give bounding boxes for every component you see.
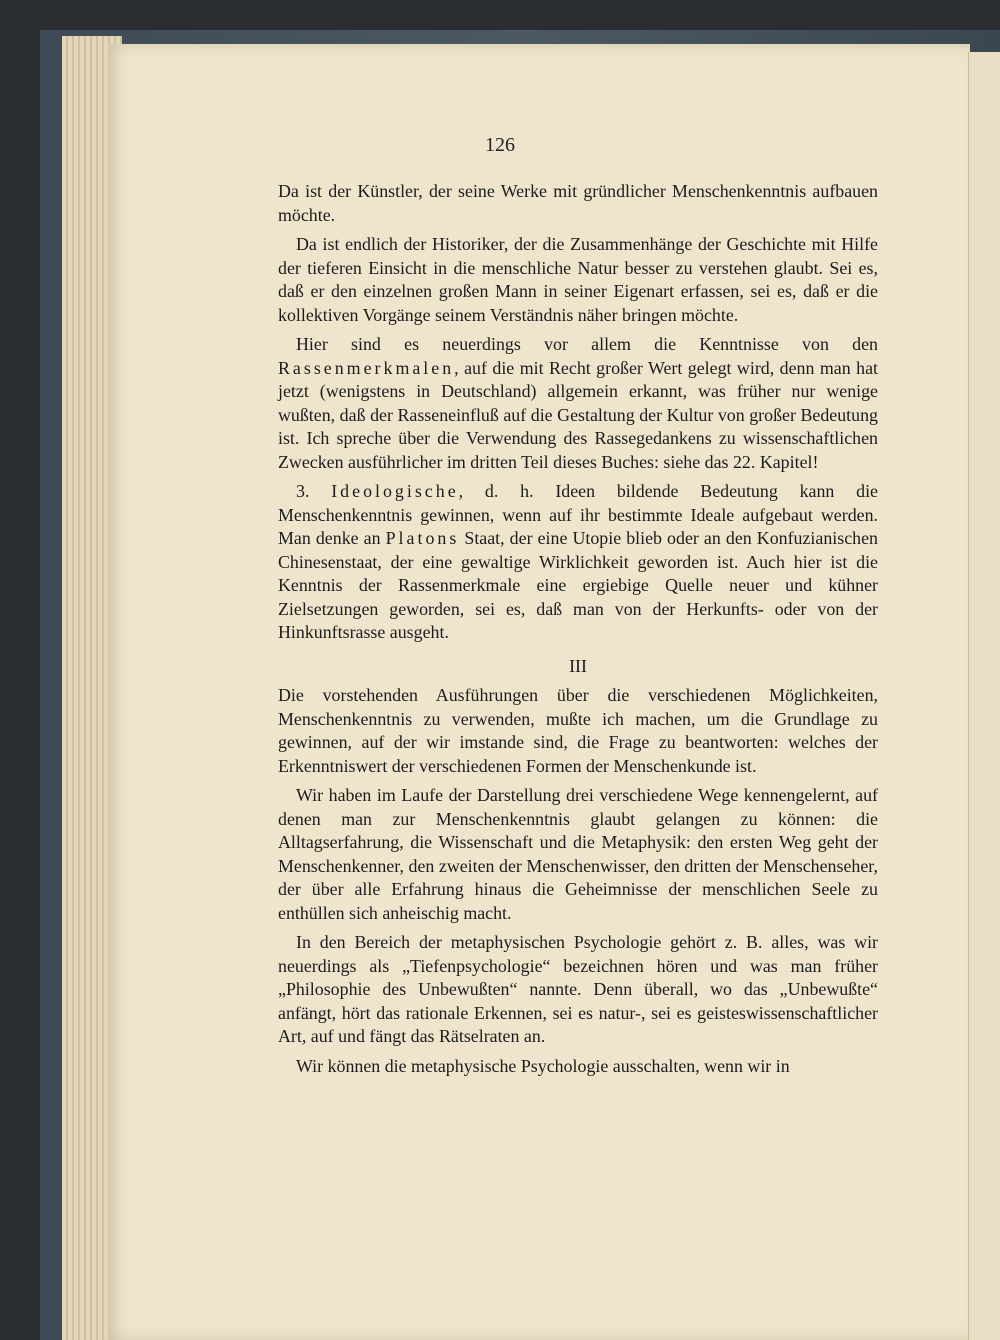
list-number: 3.: [296, 481, 332, 501]
page-number: 126: [485, 134, 515, 156]
paragraph: Da ist der Künstler, der seine Werke mit gründlicher Menschenkenntnis aufbauen möchte.: [278, 181, 878, 225]
paragraph: Die vorstehenden Ausführungen über die verschiedenen Möglichkeiten, Menschenkenntnis zu verwenden, mußte ich machen, um die Grundlage zu gewinnen, auf der wir imstande sind, die Frage zu beantworten: welches der Erkenntniswert der verschiedenen Formen der Menschenkunde ist.: [278, 685, 878, 776]
paragraph: [278, 480, 878, 645]
text-run: , d. h. Ideen bildende Bedeutung kann die Menschenkenntnis gewinnen, wenn auf ihr bestimmte Ideale aufgebaut werden. Man denke an: [278, 481, 878, 548]
paragraph: Da ist endlich der Historiker, der die Zusammenhänge der Geschichte mit Hilfe der tieferen Einsicht in die menschliche Natur besser zu verstehen glaubt. Sei es, daß er den einzelnen großen Mann in seiner Eigenart erfassen, sei es, daß er die kollektiven Vorgänge seinem Verständnis näher bringen möchte.: [278, 234, 878, 325]
section-heading: III: [569, 655, 587, 676]
spaced-emphasis: Platons: [385, 528, 460, 548]
text-run: Hier sind es neuerdings vor allem die Kenntnisse von den: [296, 334, 878, 354]
text-run: , auf die mit Recht großer Wert gelegt wird, denn man hat jetzt (wenigstens in Deutschland) allgemein erkannt, was früher nur wenige wußten, daß der Rasseneinfluß auf die Gestaltung der Kultur von großer Bedeutung ist. Ich spreche über die Verwendung des Rassegedankens zu wissenschaftlichen Zwecken ausführlicher im dritten Teil dieses Buches: siehe das 22. Kapitel!: [278, 357, 878, 472]
text-run: Staat, der eine Utopie blieb oder an den Konfuzianischen Chinesenstaat, der eine gewaltige Wirklichkeit geworden ist. Auch hier ist die Kenntnis der Rassenmerkmale eine ergiebige Quelle neuer und kühner Zielsetzungen geworden, sei es, daß man von der Herkunfts- oder von der Hinkunftsrasse ausgeht.: [278, 528, 878, 642]
spaced-emphasis: Ideologische: [331, 481, 459, 501]
paragraph: [278, 333, 878, 474]
page-text: [278, 180, 878, 1084]
paragraph: Wir haben im Laufe der Darstellung drei verschiedene Wege kennengelernt, auf denen man zur Menschenkenntnis glaubt gelangen zu können: die Alltagserfahrung, die Wissenschaft und die Metaphysik: den ersten Weg geht der Menschenkenner, den zweiten der Menschenwisser, den dritten der Menschenseher, der über alle Erfahrung hinaus die Geheimnisse der menschlichen Seele zu enthüllen sich anheischig macht.: [278, 785, 878, 923]
next-page-edge: [968, 52, 1000, 1340]
paragraph: In den Bereich der metaphysischen Psychologie gehört z. B. alles, was wir neuerdings als „Tiefenpsychologie“ bezeichnen hören und was man früher „Philosophie des Unbewußten“ nannte. Denn überall, wo das „Unbewußte“ anfängt, hört das rationale Erkennen, sei es natur-, sei es geisteswissenschaftlicher Art, auf und fängt das Rätselraten an.: [278, 932, 878, 1046]
spaced-emphasis: Rassenmerkmalen: [278, 357, 455, 378]
paragraph: Wir können die metaphysische Psychologie ausschalten, wenn wir in: [296, 1055, 790, 1076]
